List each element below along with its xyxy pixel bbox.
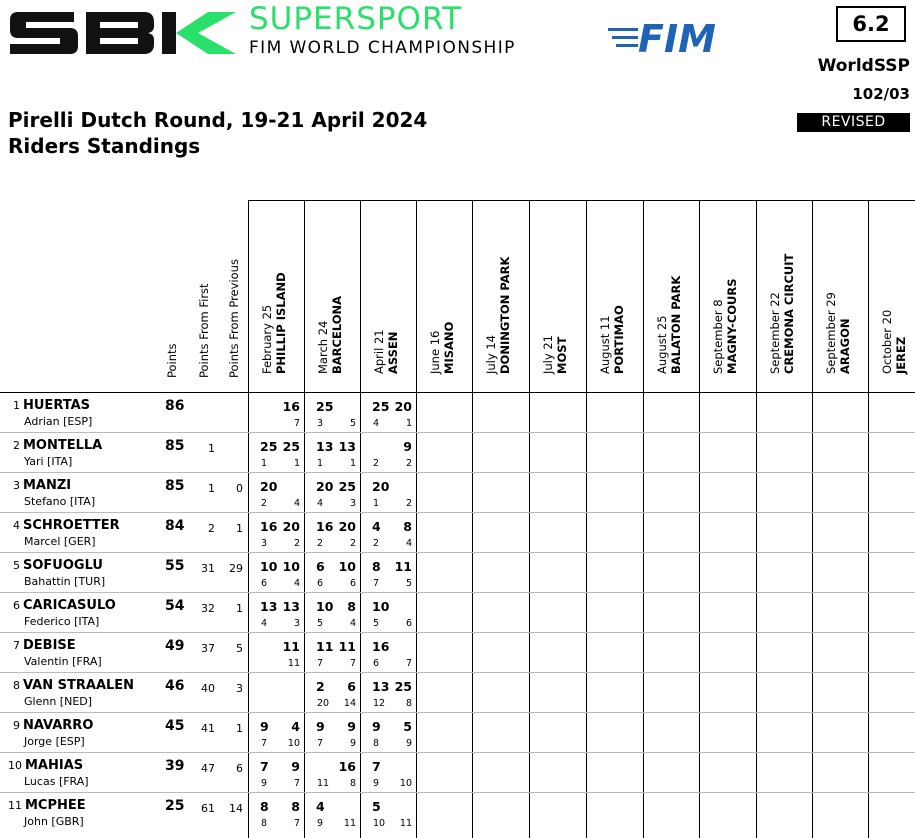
rider-surname: DEBISE [23, 638, 76, 653]
total-points: 55 [165, 558, 185, 574]
race2-position: 10 [287, 738, 300, 749]
rider-name [13, 638, 76, 653]
round-column-divider [304, 200, 305, 838]
points-from-first: 37 [201, 642, 215, 655]
race2-position: 1 [405, 418, 412, 429]
race1-points: 7 [260, 759, 269, 774]
rider-position: 1 [13, 399, 20, 412]
race1-points: 16 [260, 519, 278, 534]
race2-position: 7 [293, 818, 300, 829]
round-column-divider [416, 200, 417, 838]
race1-points: 2 [316, 679, 325, 694]
rider-firstname-nation [24, 695, 92, 708]
race1-position: 2 [317, 538, 324, 549]
race2-position: 2 [405, 458, 412, 469]
race2-points: 9 [347, 719, 356, 734]
rider-firstname-nation [24, 775, 89, 788]
rider-position: 7 [13, 639, 20, 652]
race1-position: 4 [261, 618, 268, 629]
rider-nation: [GER] [63, 535, 96, 548]
points-from-first: 47 [201, 762, 215, 775]
race1-position: 9 [373, 778, 380, 789]
rider-position: 3 [13, 479, 20, 492]
race1-points: 11 [316, 639, 334, 654]
race2-position: 2 [405, 498, 412, 509]
race1-points: 10 [372, 599, 390, 614]
race1-points: 7 [372, 759, 381, 774]
round-column-divider [643, 200, 644, 838]
race2-points: 25 [394, 679, 412, 694]
row-separator [0, 592, 915, 593]
race1-position: 5 [317, 618, 324, 629]
race1-position: 2 [373, 538, 380, 549]
race2-position: 6 [405, 618, 412, 629]
points-from-first: 1 [208, 442, 215, 455]
round-header [824, 292, 852, 374]
rider-surname: MAHIAS [25, 758, 84, 773]
round-column-divider [812, 200, 813, 838]
race1-position: 1 [261, 458, 268, 469]
rider-name [13, 558, 103, 573]
total-points: 46 [165, 678, 185, 694]
race1-position: 9 [317, 818, 324, 829]
race2-points: 8 [347, 599, 356, 614]
race1-position: 3 [317, 418, 324, 429]
race1-position: 4 [317, 498, 324, 509]
race1-position: 5 [373, 618, 380, 629]
rider-position: 9 [13, 719, 20, 732]
race2-points: 11 [394, 559, 412, 574]
round-header [372, 329, 400, 374]
rider-surname: MCPHEE [25, 798, 86, 813]
points-from-first: 32 [201, 602, 215, 615]
rider-surname: NAVARRO [23, 718, 94, 733]
race2-points: 25 [338, 479, 356, 494]
rider-surname: VAN STRAALEN [23, 678, 135, 693]
race1-points: 20 [372, 479, 390, 494]
rider-nation: [ITA] [69, 495, 96, 508]
rider-firstname-nation [24, 455, 72, 468]
race1-points: 13 [316, 439, 334, 454]
series-name: WorldSSP [817, 56, 910, 76]
total-points: 25 [165, 798, 185, 814]
round-header [428, 322, 456, 374]
rider-firstname: Valentin [24, 655, 69, 668]
round-date: March 24 [316, 320, 330, 374]
round-date: August 25 [655, 315, 669, 374]
total-points: 45 [165, 718, 185, 734]
race1-points: 6 [316, 559, 325, 574]
round-header [880, 310, 908, 374]
rider-surname: CARICASULO [23, 598, 116, 613]
round-date: August 11 [598, 315, 612, 374]
row-separator [0, 712, 915, 713]
race2-position: 1 [293, 458, 300, 469]
race2-position: 8 [349, 778, 356, 789]
race1-position: 12 [373, 698, 386, 709]
rider-firstname-nation [24, 735, 85, 748]
round-date: September 22 [768, 292, 782, 374]
race2-position: 4 [293, 498, 300, 509]
round-column-divider [529, 200, 530, 838]
race2-points: 16 [282, 399, 300, 414]
race1-position: 3 [261, 538, 268, 549]
race1-position: 7 [373, 578, 380, 589]
race1-position: 8 [261, 818, 268, 829]
rider-nation: [ESP] [55, 735, 85, 748]
rider-name [13, 478, 71, 493]
round-name: MAGNY-COURS [725, 278, 739, 374]
race1-points: 10 [260, 559, 278, 574]
race2-points: 5 [403, 719, 412, 734]
rider-firstname: Bahattin [24, 575, 71, 588]
race1-position: 1 [373, 498, 380, 509]
round-date: October 20 [880, 309, 894, 374]
round-name: MISANO [442, 321, 456, 374]
points-from-previous: 1 [236, 602, 243, 615]
race2-position: 5 [349, 418, 356, 429]
rider-firstname: Stefano [24, 495, 67, 508]
rider-name [8, 798, 86, 813]
points-from-first: 31 [201, 562, 215, 575]
total-points: 49 [165, 638, 185, 654]
race1-points: 20 [316, 479, 334, 494]
round-date: July 21 [541, 335, 555, 374]
total-points: 54 [165, 598, 185, 614]
race1-points: 9 [316, 719, 325, 734]
race1-position: 2 [261, 498, 268, 509]
race1-position: 6 [373, 658, 380, 669]
race2-points: 20 [338, 519, 356, 534]
round-name: JEREZ [894, 336, 908, 374]
race1-position: 10 [373, 818, 386, 829]
race2-position: 7 [293, 778, 300, 789]
row-separator [0, 472, 915, 473]
race2-position: 11 [287, 658, 300, 669]
rider-position: 6 [13, 599, 20, 612]
race1-points: 25 [372, 399, 390, 414]
total-points: 85 [165, 478, 185, 494]
rider-position: 11 [8, 799, 22, 812]
race2-position: 11 [399, 818, 412, 829]
round-column-divider [586, 200, 587, 838]
race1-position: 11 [317, 778, 330, 789]
round-area-left-border [248, 200, 249, 838]
round-name: BARCELONA [330, 295, 344, 374]
rider-surname: SOFUOGLU [23, 558, 103, 573]
race1-position: 6 [317, 578, 324, 589]
round-column-divider [756, 200, 757, 838]
rider-firstname: Lucas [24, 775, 56, 788]
race1-position: 7 [317, 738, 324, 749]
points-from-first: 41 [201, 722, 215, 735]
points-column-header: Points [165, 343, 179, 378]
race1-position: 6 [261, 578, 268, 589]
rider-firstname: Glenn [24, 695, 57, 708]
round-header [598, 305, 626, 374]
rider-surname: HUERTAS [23, 398, 91, 413]
race2-points: 20 [282, 519, 300, 534]
document-number: 6.2 [836, 6, 906, 42]
rider-firstname-nation [24, 495, 95, 508]
race2-position: 2 [293, 538, 300, 549]
rider-firstname: Yari [24, 455, 44, 468]
round-column-divider [472, 200, 473, 838]
rider-surname: SCHROETTER [23, 518, 120, 533]
rider-nation: [GBR] [51, 815, 84, 828]
total-points: 85 [165, 438, 185, 454]
race2-position: 7 [293, 418, 300, 429]
race1-points: 8 [260, 799, 269, 814]
points-from-previous: 0 [236, 482, 243, 495]
round-header [768, 254, 796, 374]
round-header [541, 335, 569, 374]
race2-position: 1 [349, 458, 356, 469]
total-points: 39 [165, 758, 185, 774]
race2-position: 6 [349, 578, 356, 589]
rider-firstname-nation [24, 575, 105, 588]
race2-points: 25 [282, 439, 300, 454]
row-separator [0, 432, 915, 433]
points-from-previous: 5 [236, 642, 243, 655]
race1-points: 5 [372, 799, 381, 814]
rider-firstname-nation [24, 815, 84, 828]
rider-nation: [FRA] [58, 775, 89, 788]
rider-nation: [TUR] [74, 575, 106, 588]
race2-position: 5 [405, 578, 412, 589]
round-header [260, 272, 288, 374]
race1-points: 8 [372, 559, 381, 574]
round-name: MOST [555, 336, 569, 374]
race2-position: 9 [349, 738, 356, 749]
round-name: ARAGON [838, 318, 852, 374]
race1-position: 20 [317, 698, 330, 709]
race1-position: 7 [261, 738, 268, 749]
race2-position: 7 [349, 658, 356, 669]
race2-points: 4 [291, 719, 300, 734]
rider-position: 2 [13, 439, 20, 452]
race2-position: 3 [293, 618, 300, 629]
race2-points: 8 [403, 519, 412, 534]
race1-position: 4 [373, 418, 380, 429]
round-header [655, 276, 683, 374]
round-date: April 21 [372, 329, 386, 374]
race2-position: 14 [343, 698, 356, 709]
series-subtitle: FIM WORLD CHAMPIONSHIP [249, 38, 516, 58]
race1-points: 9 [260, 719, 269, 734]
race1-points: 4 [372, 519, 381, 534]
round-header [711, 278, 739, 374]
race2-position: 8 [405, 698, 412, 709]
race2-points: 13 [282, 599, 300, 614]
round-column-divider [699, 200, 700, 838]
series-title: SUPERSPORT [249, 1, 463, 37]
race2-points: 16 [338, 759, 356, 774]
rider-position: 5 [13, 559, 20, 572]
race1-position: 9 [261, 778, 268, 789]
round-name: PHILLIP ISLAND [274, 272, 288, 374]
round-name: CREMONA CIRCUIT [782, 253, 796, 374]
rider-nation: [NED] [59, 695, 93, 708]
row-separator [0, 552, 915, 553]
round-column-divider [360, 200, 361, 838]
round-name: PORTIMAO [612, 305, 626, 374]
rider-nation: [FRA] [72, 655, 102, 668]
fim-logo-text: FIM [638, 17, 716, 56]
document-title: Riders Standings [8, 134, 201, 158]
race2-position: 4 [293, 578, 300, 589]
rider-firstname-nation [24, 655, 102, 668]
rider-firstname-nation [24, 415, 92, 428]
rider-name [13, 718, 93, 733]
points-from-previous: 14 [229, 802, 243, 815]
race2-points: 9 [403, 439, 412, 454]
race2-position: 7 [405, 658, 412, 669]
race1-points: 16 [316, 519, 334, 534]
race2-points: 11 [282, 639, 300, 654]
race2-position: 9 [405, 738, 412, 749]
round-name: ASSEN [386, 331, 400, 374]
race1-points: 25 [260, 439, 278, 454]
round-date: June 16 [428, 330, 442, 374]
race1-points: 25 [316, 399, 334, 414]
round-date: September 8 [711, 299, 725, 374]
rider-name [13, 598, 116, 613]
header-bottom-line [0, 392, 915, 393]
race2-position: 4 [405, 538, 412, 549]
total-points: 84 [165, 518, 185, 534]
race1-points: 20 [260, 479, 278, 494]
race1-position: 8 [373, 738, 380, 749]
rider-position: 10 [8, 759, 22, 772]
race1-points: 16 [372, 639, 390, 654]
race1-position: 7 [317, 658, 324, 669]
points-from-first: 61 [201, 802, 215, 815]
round-column-divider [868, 200, 869, 838]
race2-points: 8 [291, 799, 300, 814]
rider-name [13, 438, 102, 453]
race1-points: 10 [316, 599, 334, 614]
rider-firstname-nation [24, 615, 99, 628]
points-column-header: Points From First [197, 283, 211, 378]
row-separator [0, 792, 915, 793]
rider-position: 8 [13, 679, 20, 692]
rider-name [8, 758, 83, 773]
points-from-first: 1 [208, 482, 215, 495]
race1-points: 13 [372, 679, 390, 694]
rider-name [13, 518, 120, 533]
points-from-first: 40 [201, 682, 215, 695]
points-from-previous: 29 [229, 562, 243, 575]
event-title: Pirelli Dutch Round, 19-21 April 2024 [8, 108, 428, 132]
points-from-previous: 1 [236, 522, 243, 535]
race2-points: 10 [338, 559, 356, 574]
page-reference: 102/03 [852, 85, 910, 103]
rider-nation: [ITA] [47, 455, 73, 468]
total-points: 86 [165, 398, 185, 414]
row-separator [0, 512, 915, 513]
rider-firstname: Marcel [24, 535, 61, 548]
rider-firstname-nation [24, 535, 96, 548]
rider-nation: [ITA] [74, 615, 100, 628]
rider-firstname: Federico [24, 615, 71, 628]
rider-firstname: Jorge [24, 735, 53, 748]
race2-position: 4 [349, 618, 356, 629]
race2-position: 3 [349, 498, 356, 509]
round-date: September 29 [824, 292, 838, 374]
race1-points: 13 [260, 599, 278, 614]
rider-firstname: Adrian [24, 415, 60, 428]
race2-points: 20 [394, 399, 412, 414]
round-header [316, 296, 344, 374]
race2-position: 11 [343, 818, 356, 829]
row-separator [0, 752, 915, 753]
round-date: February 25 [260, 304, 274, 374]
rider-position: 4 [13, 519, 20, 532]
rider-nation: [ESP] [63, 415, 93, 428]
race2-points: 13 [338, 439, 356, 454]
points-from-first: 2 [208, 522, 215, 535]
round-date: July 14 [484, 335, 498, 374]
race2-position: 10 [399, 778, 412, 789]
row-separator [0, 672, 915, 673]
points-from-previous: 1 [236, 722, 243, 735]
revised-badge: REVISED [797, 113, 910, 132]
race2-points: 6 [347, 679, 356, 694]
race1-points: 9 [372, 719, 381, 734]
rider-surname: MONTELLA [23, 438, 103, 453]
rider-surname: MANZI [23, 478, 72, 493]
round-name: DONINGTON PARK [498, 256, 512, 374]
race1-points: 4 [316, 799, 325, 814]
round-header-top-line [248, 200, 915, 201]
race2-points: 10 [282, 559, 300, 574]
points-from-previous: 3 [236, 682, 243, 695]
round-header [484, 257, 512, 374]
points-column-header: Points From Previous [227, 259, 241, 378]
race2-points: 11 [338, 639, 356, 654]
rider-name [13, 678, 134, 693]
race2-position: 2 [349, 538, 356, 549]
rider-name [13, 398, 90, 413]
race1-position: 1 [317, 458, 324, 469]
race1-position: 2 [373, 458, 380, 469]
round-name: BALATON PARK [669, 275, 683, 374]
rider-firstname: John [24, 815, 48, 828]
row-separator [0, 632, 915, 633]
race2-points: 9 [291, 759, 300, 774]
points-from-previous: 6 [236, 762, 243, 775]
